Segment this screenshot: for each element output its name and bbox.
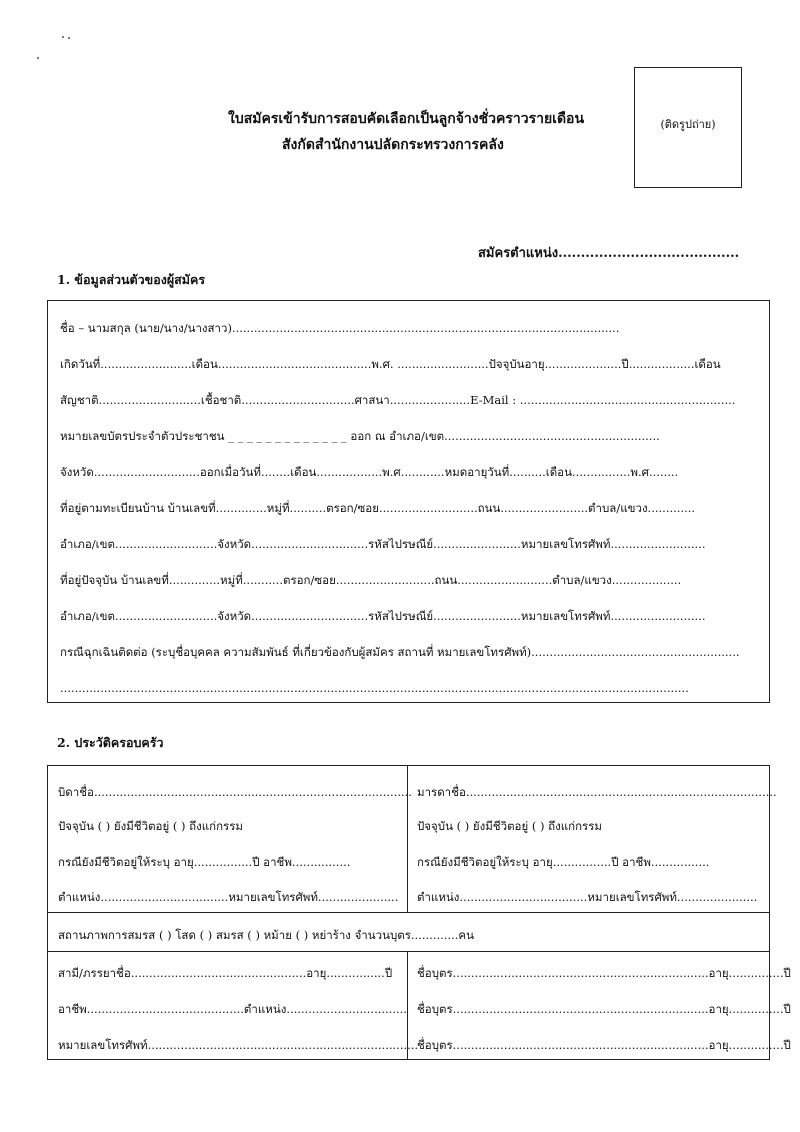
marital-status-field[interactable]: สถานภาพการสมรส ( ) โสด ( ) สมรส ( ) หม้าย ( ) หย่าร้าง จำนวนบุตร.............คน [58, 928, 474, 942]
personal-info-box [47, 300, 770, 703]
child-name-field[interactable]: ชื่อบุตร......................................................................อายุ...............ปี [417, 1002, 791, 1016]
child-name-field[interactable]: ชื่อบุตร......................................................................อายุ...............ปี [417, 1038, 791, 1052]
father-position-field[interactable]: ตำแหน่ง...................................หมายเลขโทรศัพท์...................... [58, 890, 399, 904]
photo-label: (ติดรูปถ่าย) [660, 118, 716, 131]
row-divider-1 [48, 912, 769, 913]
mother-position-field[interactable]: ตำแหน่ง...................................หมายเลขโทรศัพท์...................... [417, 890, 758, 904]
form-title: ใบสมัครเข้ารับการสอบคัดเลือกเป็นลูกจ้างชั่วคราวรายเดือน [228, 111, 585, 127]
mother-age-field[interactable]: กรณียังมีชีวิตอยู่ให้ระบุ อายุ................ปี อาชีพ................ [417, 855, 710, 869]
current-district-field[interactable]: อำเภอ/เขต............................จังหวัด................................รหัสไปรษณีย์........................หมายเลขโทรศัพท์.......................... [60, 609, 706, 623]
child-name-field[interactable]: ชื่อบุตร......................................................................อายุ...............ปี [417, 966, 791, 980]
id-issue-field[interactable]: จังหวัด.............................ออกเมื่อวันที่........เดือน..................พ.ศ............หมดอายุวันที่..........เดือน................พ.ศ........ [60, 465, 679, 479]
photo-box[interactable] [634, 67, 742, 188]
row-divider-2 [48, 951, 769, 952]
mother-status-field[interactable]: ปัจจุบัน ( ) ยังมีชีวิตอยู่ ( ) ถึงแก่กรรม [417, 819, 602, 833]
father-status-field[interactable]: ปัจจุบัน ( ) ยังมีชีวิตอยู่ ( ) ถึงแก่กรรม [58, 819, 243, 833]
father-name-field[interactable]: บิดาชื่อ....................................................................................... [58, 785, 412, 799]
scan-speck [62, 36, 64, 38]
section1-heading: 1. ข้อมูลส่วนตัวของผู้สมัคร [57, 272, 206, 287]
registered-district-field[interactable]: อำเภอ/เขต............................จังหวัด................................รหัสไปรษณีย์........................หมายเลขโทรศัพท์.......................... [60, 537, 706, 551]
emergency-contact-line2[interactable]: ............................................................................................................................................................................ [60, 681, 689, 695]
name-field[interactable]: ชื่อ – นามสกุล (นาย/นาง/นางสาว).......................................................................................................... [60, 321, 620, 335]
spouse-occupation-field[interactable]: อาชีพ...........................................ตำแหน่ง................................. [58, 1002, 407, 1016]
current-address-field[interactable]: ที่อยู่ปัจจุบัน บ้านเลขที่..............หมู่ที่...........ตรอก/ซอย...........................ถนน..........................ตำบล/แขวง................... [60, 573, 682, 587]
scan-speck [68, 37, 70, 39]
section2-heading: 2. ประวัติครอบครัว [57, 735, 164, 750]
spouse-phone-field[interactable]: หมายเลขโทรศัพท์.......................................................................... [58, 1038, 419, 1052]
father-age-field[interactable]: กรณียังมีชีวิตอยู่ให้ระบุ อายุ................ปี อาชีพ................ [58, 855, 351, 869]
spouse-name-field[interactable]: สามี/ภรรยาชื่อ................................................อายุ................ปี [58, 966, 393, 980]
registered-address-field[interactable]: ที่อยู่ตามทะเบียนบ้าน บ้านเลขที่..............หมู่ที่..........ตรอก/ซอย...........................ถนน........................ตำบล/แขวง............. [60, 501, 696, 515]
form-subtitle: สังกัดสำนักงานปลัดกระทรวงการคลัง [282, 137, 504, 153]
birth-field[interactable]: เกิดวันที่.........................เดือน..........................................พ.ศ. .........................ปัจจุบันอายุ.....................ปี..................เดือน [60, 357, 721, 371]
id-card-field[interactable]: หมายเลขบัตรประจำตัวประชาชน _ _ _ _ _ _ _ _ _ _ _ _ _ ออก ณ อำเภอ/เขต........................................................... [60, 429, 660, 443]
position-applied-field[interactable]: สมัครตำแหน่ง........................................ [478, 246, 740, 261]
family-box [47, 765, 791, 1060]
mother-name-field[interactable]: มารดาชื่อ..................................................................................... [417, 785, 777, 799]
nationality-field[interactable]: สัญชาติ............................เชื้อชาติ...............................ศาสนา......................E-Mail : ........................................................... [60, 393, 736, 407]
emergency-contact-field[interactable]: กรณีฉุกเฉินติดต่อ (ระบุชื่อบุคคล ความสัมพันธ์ ที่เกี่ยวข้องกับผู้สมัคร สถานที่ หมายเลขโทรศัพท์)......................................................... [60, 645, 740, 659]
scan-speck [37, 57, 39, 59]
